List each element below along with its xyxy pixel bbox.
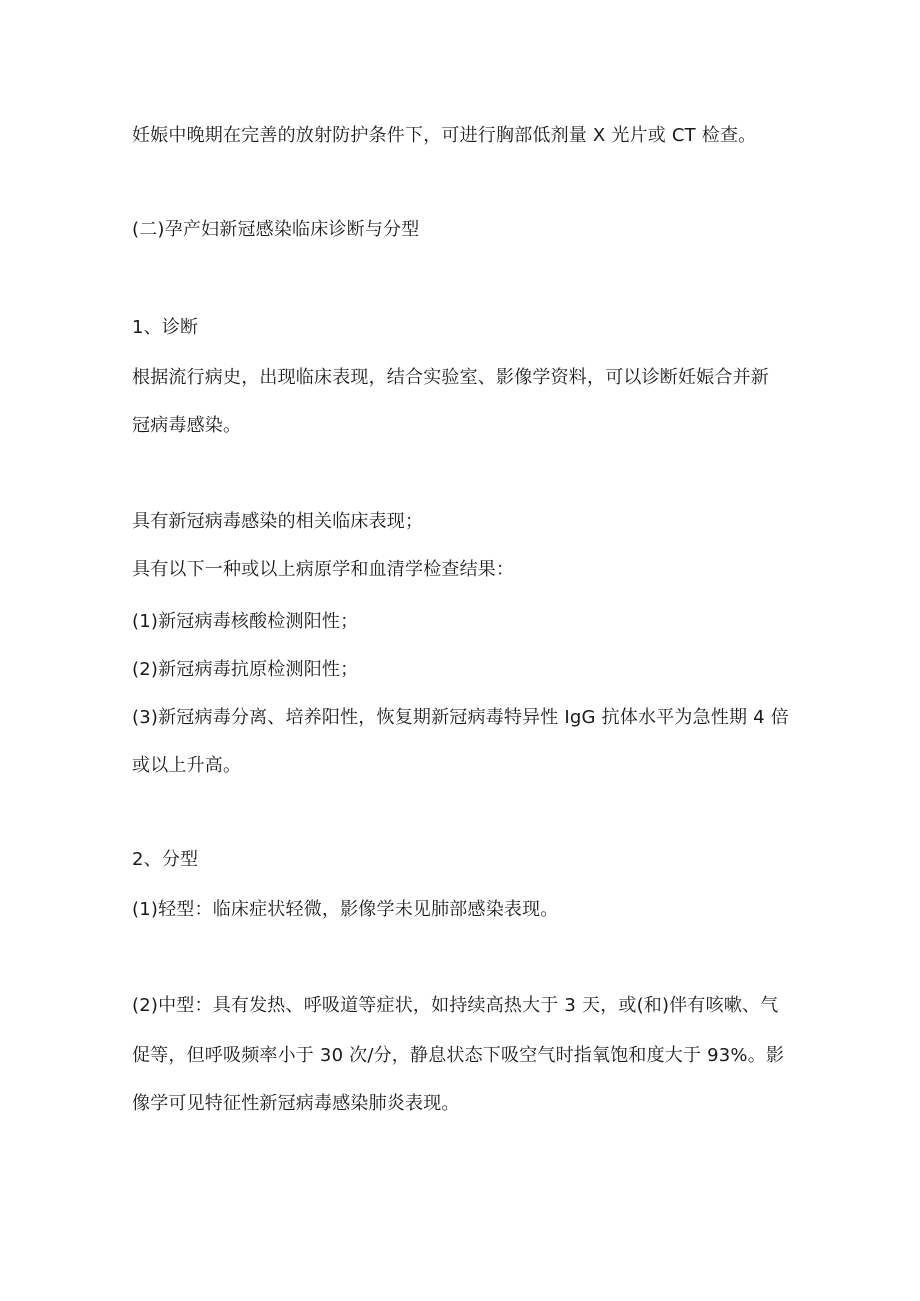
classification-moderate-line-3: 像学可见特征性新冠病毒感染肺炎表现。 — [132, 1093, 460, 1114]
classification-moderate-line-2: 促等，但呼吸频率小于 30 次/分，静息状态下吸空气时指氧饱和度大于 93%。影 — [132, 1045, 785, 1066]
criteria-lab-results-intro: 具有以下一种或以上病原学和血清学检查结果： — [132, 559, 515, 580]
criteria-item-2: (2)新冠病毒抗原检测阳性； — [132, 659, 359, 680]
subheading-classification: 2、分型 — [132, 849, 199, 870]
criteria-item-3-line-1: (3)新冠病毒分离、培养阳性，恢复期新冠病毒特异性 IgG 抗体水平为急性期 4 倍 — [132, 707, 789, 728]
section-heading-diagnosis-classification: (二)孕产妇新冠感染临床诊断与分型 — [132, 219, 420, 240]
criteria-item-1: (1)新冠病毒核酸检测阳性； — [132, 611, 359, 632]
criteria-clinical-manifestation: 具有新冠病毒感染的相关临床表现； — [132, 511, 424, 532]
paragraph-diagnosis-line-1: 根据流行病史，出现临床表现，结合实验室、影像学资料，可以诊断妊娠合并新 — [132, 367, 769, 388]
paragraph-radiation-exam: 妊娠中晚期在完善的放射防护条件下，可进行胸部低剂量 X 光片或 CT 检查。 — [132, 125, 757, 146]
classification-moderate-line-1: (2)中型：具有发热、呼吸道等症状，如持续高热大于 3 天，或(和)伴有咳嗽、气 — [132, 995, 779, 1016]
criteria-item-3-line-2: 或以上升高。 — [132, 755, 242, 776]
paragraph-diagnosis-line-2: 冠病毒感染。 — [132, 415, 242, 436]
classification-mild: (1)轻型：临床症状轻微，影像学未见肺部感染表现。 — [132, 899, 559, 920]
subheading-diagnosis: 1、诊断 — [132, 317, 199, 338]
